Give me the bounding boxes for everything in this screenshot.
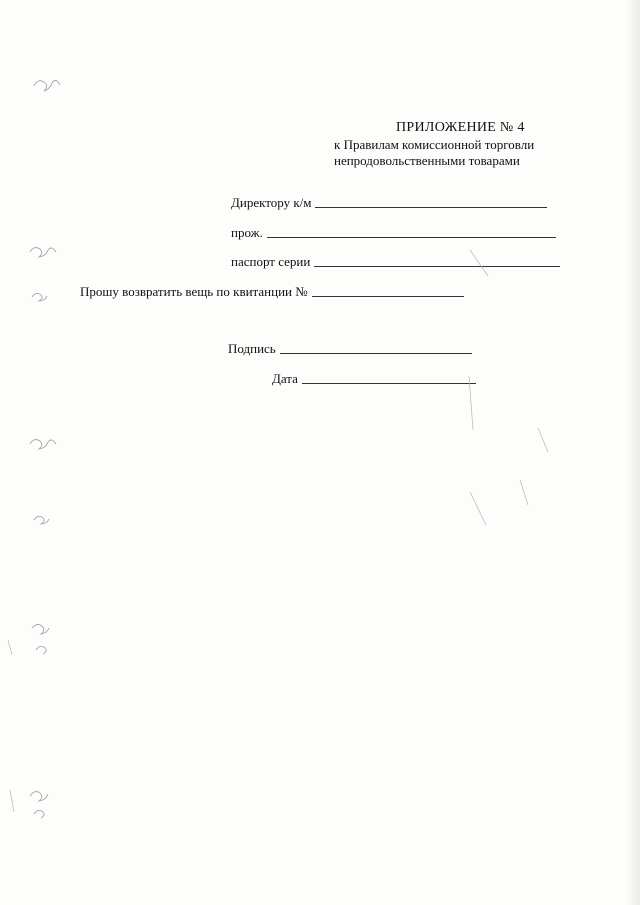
binder-hole-marks — [30, 80, 60, 818]
appendix-title: ПРИЛОЖЕНИЕ № 4 — [396, 120, 525, 135]
date-label: Дата — [272, 371, 298, 386]
appendix-subtitle-line-2: непродовольственными товарами — [334, 153, 520, 168]
passport-label: паспорт серии — [231, 254, 311, 269]
scan-streak-lines — [8, 250, 548, 812]
request-label: Прошу возвратить вещь по квитанции № — [80, 284, 308, 299]
director-label: Директору к/м — [231, 195, 312, 210]
resident-label: прож. — [231, 225, 263, 240]
appendix-subtitle-line-1: к Правилам комиссионной торговли — [334, 137, 535, 152]
signature-label: Подпись — [228, 341, 276, 356]
